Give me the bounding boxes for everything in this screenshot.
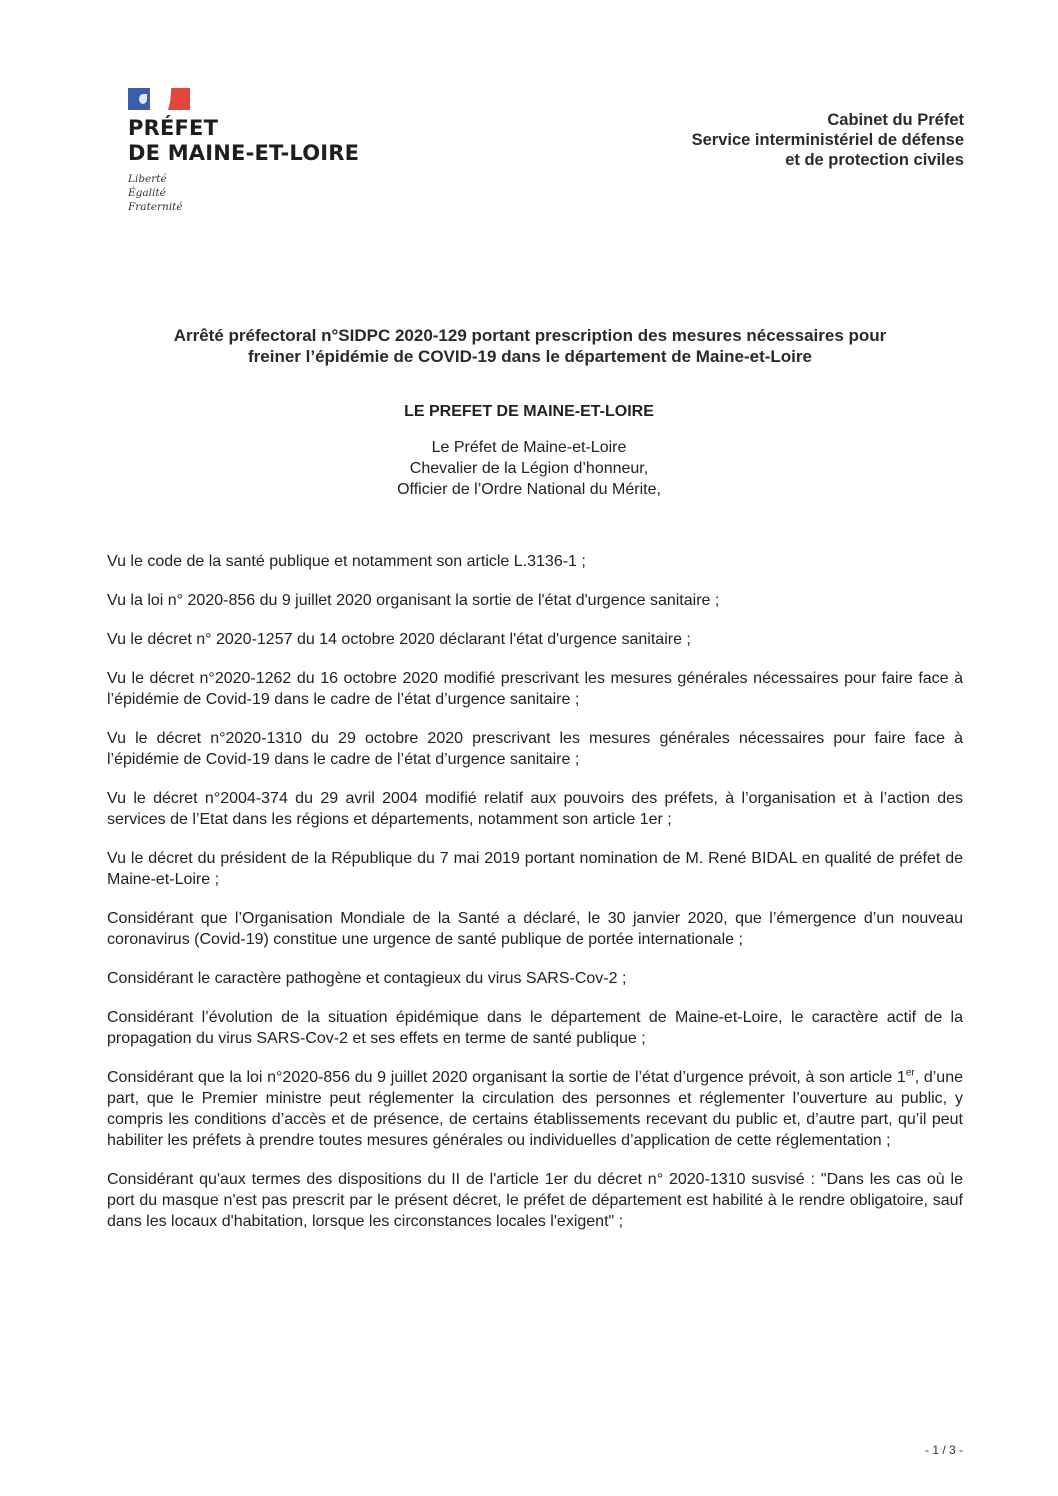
visa-paragraph: Vu le décret n° 2020-1257 du 14 octobre 2020 déclarant l'état d'urgence sanitaire ; — [107, 631, 691, 648]
service-line-3: et de protection civiles — [785, 151, 964, 169]
visa-paragraph: Vu le décret n°2004-374 du 29 avril 2004 modifié relatif aux pouvoirs des préfets, à l’organisation et à l’action des services de l’Etat dans les régions et départements, notamment son article 1er ; — [107, 790, 963, 828]
considerant-paragraph: Considérant l’évolution de la situation épidémique dans le département de Maine-et-Loire, le caractère actif de la propagation du virus SARS-Cov-2 et ses effets en terme de santé publique ; — [107, 1009, 963, 1047]
flag-blue-band — [128, 88, 150, 110]
flag-white-band — [150, 88, 168, 110]
logo-title-line1: PRÉFET — [128, 116, 219, 140]
considerant-paragraph: Considérant le caractère pathogène et contagieux du virus SARS-Cov-2 ; — [107, 970, 627, 987]
page-number: - 1 / 3 - — [924, 1443, 963, 1457]
ordinal-superscript: er — [905, 1067, 915, 1079]
motto-fraternite: Fraternité — [128, 201, 183, 213]
decree-title — [100, 325, 960, 367]
text-before-sup: Considérant que la loi n°2020-856 du 9 juillet 2020 organisant la sortie de l’état d’urgence prévoit, à son article 1 — [107, 1069, 906, 1086]
prefecture-logo — [128, 88, 368, 214]
prefet-titles — [0, 437, 1058, 500]
decree-title-line1: Arrêté préfectoral n°SIDPC 2020-129 portant prescription des mesures nécessaires pour — [173, 326, 887, 345]
considerant-paragraph: Considérant que l’Organisation Mondiale de la Santé a déclaré, le 30 janvier 2020, que l’émergence d’un nouveau coronavirus (Covid-19) constitue une urgence de santé publique de portée internationale ; — [107, 910, 963, 948]
decree-body — [107, 551, 963, 1250]
issuing-service — [692, 110, 964, 170]
decree-title-line2: freiner l’épidémie de COVID-19 dans le département de Maine-et-Loire — [248, 347, 812, 366]
text-after-sup: , d’une part, que le Premier ministre peut réglementer la circulation des personnes et réglementer l’ouverture au public, y compris les conditions d’accès et de présence, de certains établissements recevant du public et, d’autre part, qu’il peut habiliter les préfets à prendre toutes mesures générales ou individuelles d’application de cette réglementation ; — [107, 1069, 963, 1149]
service-line-1: Cabinet du Préfet — [827, 111, 964, 129]
republic-motto — [128, 172, 368, 214]
service-line-2: Service interministériel de défense — [691, 131, 964, 149]
prefet-title-line: Officier de l’Ordre National du Mérite, — [397, 481, 661, 498]
prefet-heading: LE PREFET DE MAINE-ET-LOIRE — [404, 403, 654, 420]
prefet-title-line: Le Préfet de Maine-et-Loire — [431, 439, 627, 456]
considerant-paragraph: Considérant qu'aux termes des dispositions du II de l'article 1er du décret n° 2020-1310 susvisé : "Dans les cas où le port du masque n'est pas prescrit par le présent décret, le préfet de département est habilité à le rendre obligatoire, sauf dans les locaux d'habitation, lorsque les circonstances locales l'exigent" ; — [107, 1171, 963, 1230]
logo-title-line2: DE MAINE-ET-LOIRE — [128, 141, 360, 165]
motto-egalite: Égalité — [128, 187, 166, 199]
flag-red-band — [168, 88, 190, 110]
visa-paragraph: Vu la loi n° 2020-856 du 9 juillet 2020 organisant la sortie de l'état d'urgence sanitaire ; — [107, 592, 720, 609]
motto-liberte: Liberté — [128, 173, 167, 185]
logo-title — [128, 116, 368, 166]
considerant-paragraph-article1 — [107, 1067, 963, 1151]
visa-paragraph: Vu le décret n°2020-1310 du 29 octobre 2020 prescrivant les mesures générales nécessaires pour faire face à l’épidémie de Covid-19 dans le cadre de l’état d’urgence sanitaire ; — [107, 730, 963, 768]
visa-paragraph: Vu le code de la santé publique et notamment son article L.3136-1 ; — [107, 553, 586, 570]
visa-paragraph: Vu le décret du président de la République du 7 mai 2019 portant nomination de M. René BIDAL en qualité de préfet de Maine-et-Loire ; — [107, 850, 963, 888]
visa-paragraph: Vu le décret n°2020-1262 du 16 octobre 2020 modifié prescrivant les mesures générales nécessaires pour faire face à l’épidémie de Covid-19 dans le cadre de l’état d’urgence sanitaire ; — [107, 670, 963, 708]
prefet-title-line: Chevalier de la Légion d’honneur, — [409, 460, 649, 477]
marianne-flag-icon — [128, 88, 190, 110]
